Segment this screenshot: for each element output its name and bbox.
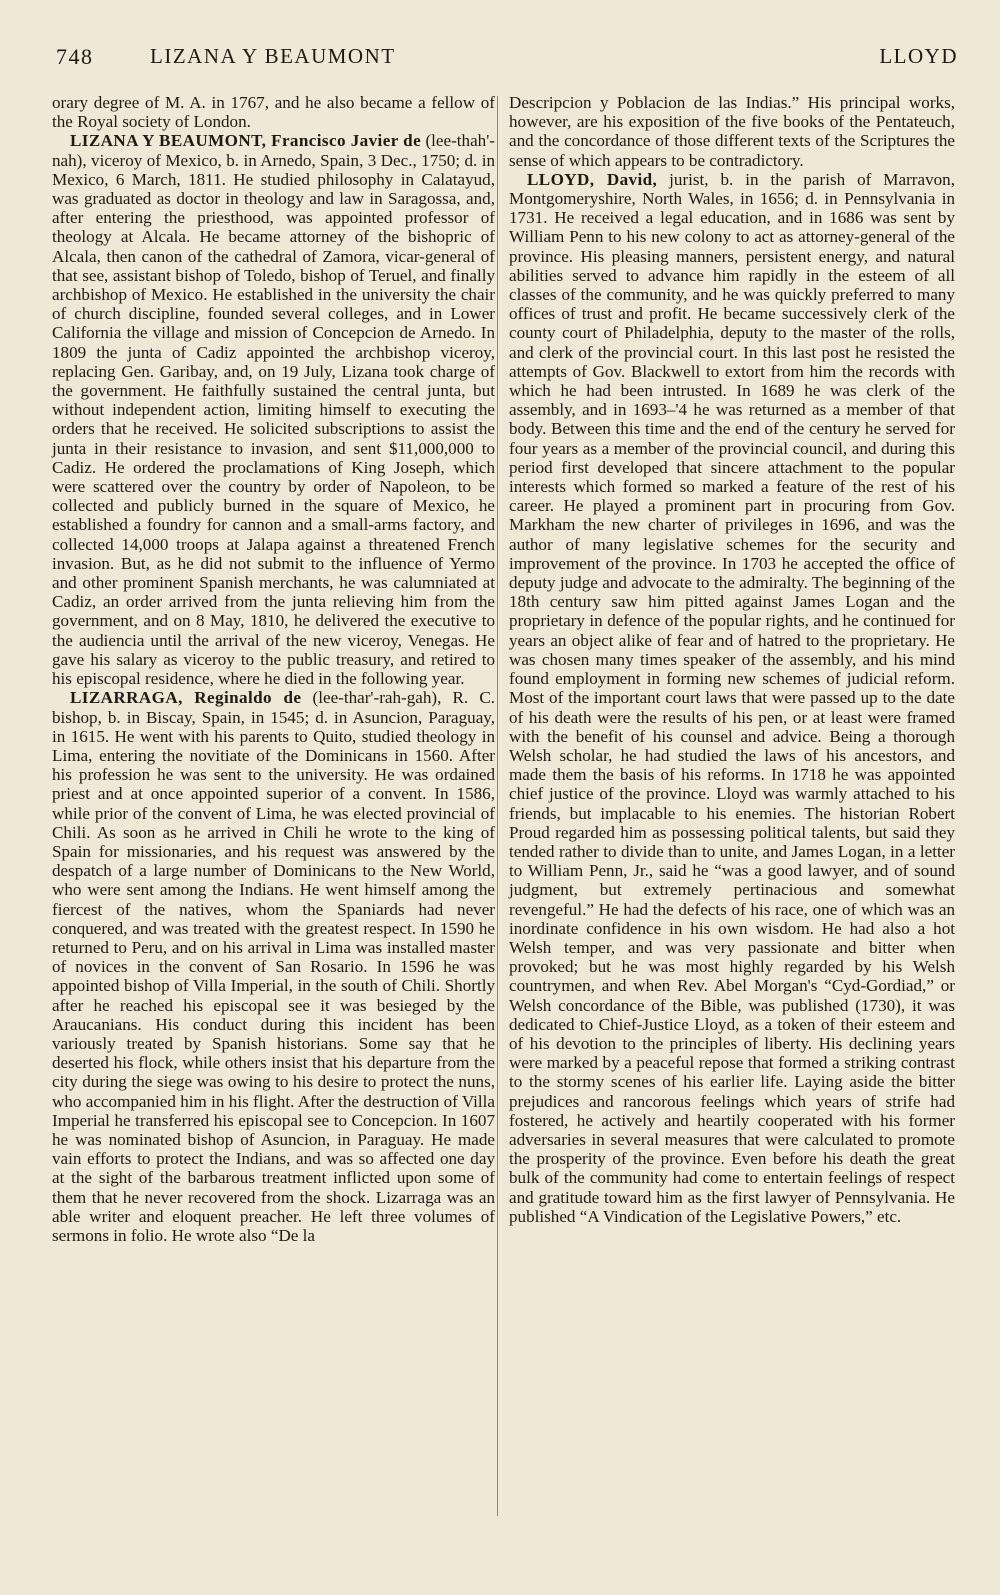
continuation-text: Descripcion y Poblacion de las Indias.” His principal works, however, are his exposition of the five books of the Pentateuch, and the concordance of those different texts of the Scriptures the sense of which appears to be contradictory. [509,93,955,170]
entry-headword: LLOYD, David, [527,169,658,189]
page-number: 748 [56,44,94,69]
entry-body: jurist, b. in the parish of Marravon, Montgomeryshire, North Wales, in 1656; d. in Pennsylvania in 1731. He received a legal education, and in 1686 was sent by William Penn to his new colony to act as attorney-general of the province. His pleasing manners, persistent energy, and natural abilities served to advance him rapidly in the esteem of all classes of the community, and he was quickly preferred to many offices of trust and profit. He became successively clerk of the county court of Philadelphia, deputy to the master of the rolls, and clerk of the provincial court. In this last post he resisted the attempts of Gov. Blackwell to extort from him the records with which he had been intrusted. In 1689 he was clerk of the assembly, and in 1693–'4 he was returned as a member of that body. Between this time and the end of the century he served for four years as a member of the provincial council, and during this period first developed that sincere attachment to the popular interests which formed so marked a feature of the rest of his career. He played a prominent part in procuring from Gov. Markham the new charter of privileges in 1696, and was the author of many legislative schemes for the security and improvement of the province. In 1703 he accepted the office of deputy judge and advocate to the admiralty. The beginning of the 18th century saw him pitted against James Logan and the proprietary in defence of the popular rights, and he continued for years an object alike of fear and of hatred to the proprietary. He was chosen many times speaker of the assembly, and his mind found employment in forming new schemes of judicial reform. Most of the important court laws that were passed up to the date of his death were the results of his pen, or at least were framed with the benefit of his counsel and advice. Being a thorough Welsh scholar, he had studied the laws of his ancestors, and made them the basis of his reforms. In 1718 he was appointed chief justice of the province. Lloyd was warmly attached to his friends, but implacable to his enemies. The historian Robert Proud regarded him as possessing political talents, but said they tended rather to divide than to unite, and James Logan, in a letter to William Penn, Jr., said he “was a good lawyer, and of sound judgment, but extremely pertinacious and somewhat revengeful.” He had the defects of his race, one of which was an inordinate confidence in his own wisdom. He had also a hot Welsh temper, and was very passionate and bitter when provoked; but he was most highly regarded by his Welsh countrymen, and when Rev. Abel Morgan's “Cyd-Gordiad,” or Welsh concordance of the Bible, was published (1730), it was dedicated to Chief-Justice Lloyd, as a token of their esteem and of his devotion to the principles of liberty. His declining years were marked by a peaceful repose that formed a striking contrast to the stormy scenes of his earlier life. Laying aside the bitter prejudices and rancorous feelings which years of strife had fostered, he actively and heartily cooperated with his former adversaries in several measures that were calculated to promote the prosperity of the province. Even before his death the great bulk of the community had come to entertain feelings of respect and gratitude toward him as the first lawyer of Pennsylvania. He published “A Vindication of the Legislative Powers,” etc. [509,169,955,1226]
entry-headword: LIZARRAGA, Reginaldo de [70,688,302,708]
entry-body: (lee-thah'-nah), viceroy of Mexico, b. in Arnedo, Spain, 3 Dec., 1750; d. in Mexico, 6 March, 1811. He studied philosophy in Calatayud, was graduated as doctor in theology and law in Saragossa, and, after entering the priesthood, was appointed professor of theology at Alcala. He became attorney of the bishopric of Alcala, then canon of the cathedral of Zamora, vicar-general of that see, assistant bishop of Toledo, bishop of Teruel, and finally archbishop of Mexico. He established in the university the chair of church discipline, founded several colleges, and in Lower California the village and mission of Concepcion de Arnedo. In 1809 the junta of Cadiz appointed the archbishop viceroy, replacing Gen. Garibay, and, on 19 July, Lizana took charge of the government. He faithfully sustained the central junta, but without independent action, limiting himself to executing the orders that he received. He solicited subscriptions to assist the junta in their resistance to invasion, and sent $11,000,000 to Cadiz. He ordered the proclamations of King Joseph, which were scattered over the country by order of Napoleon, to be collected and publicly burned in the square of Mexico, he established a foundry for cannon and a small-arms factory, and collected 14,000 troops at Jalapa against a threatened French invasion. But, as he did not submit to the influence of Yermo and other prominent Spanish merchants, he was calumniated at Cadiz, an order arrived from the junta relieving him from the government, and on 8 May, 1810, he delivered the executive to the audiencia until the arrival of the new viceroy, Venegas. He gave his salary as viceroy to the public treasury, and retired to his episcopal residence, where he died in the following year. [52,131,495,689]
entry-lizana [52,131,495,688]
left-column [52,93,495,1245]
column-divider [497,96,498,1516]
entry-headword: LIZANA Y BEAUMONT, Francisco Javier de [70,131,422,151]
right-column [509,93,955,1226]
left-running-head: LIZANA Y BEAUMONT [150,44,396,68]
entry-body: (lee-thar'-rah-gah), R. C. bishop, b. in Biscay, Spain, in 1545; d. in Asuncion, Paraguay, in 1615. He went with his parents to Quito, studied theology in Lima, entering the novitiate of the Dominicans in 1560. After his profession he was sent to the university. He was ordained priest and at once appointed superior of a convent. In 1586, while prior of the convent of Lima, he was elected provincial of Chili. As soon as he arrived in Chili he wrote to the king of Spain for missionaries, and his request was answered by the despatch of a large number of Dominicans to the New World, who were sent among the Indians. He went himself among the fiercest of the natives, whom the Spaniards had never conquered, and was treated with the greatest respect. In 1590 he returned to Peru, and on his arrival in Lima was installed master of novices in the convent of San Rosario. In 1596 he was appointed bishop of Villa Imperial, in the south of Chili. Shortly after he reached his episcopal see it was besieged by the Araucanians. His conduct during this incident has been variously treated by Spanish historians. Some say that he deserted his flock, while others insist that his departure from the city during the siege was owing to his desire to protect the nuns, who accompanied him in his flight. After the destruction of Villa Imperial he transferred his episcopal see to Concepcion. In 1607 he was nominated bishop of Asuncion, in Paraguay. He made vain efforts to protect the Indians, and was so affected one day at the sight of the barbarous treatment inflicted upon some of them that he never recovered from the shock. Lizarraga was an able writer and eloquent preacher. He left three volumes of sermons in folio. He wrote also “De la [52,688,495,1245]
right-running-head: LLOYD [879,44,958,68]
entry-lizarraga [52,688,495,1245]
page-header [52,44,962,74]
continuation-text: orary degree of M. A. in 1767, and he also became a fellow of the Royal society of London. [52,93,495,132]
entry-lloyd [509,170,955,1226]
